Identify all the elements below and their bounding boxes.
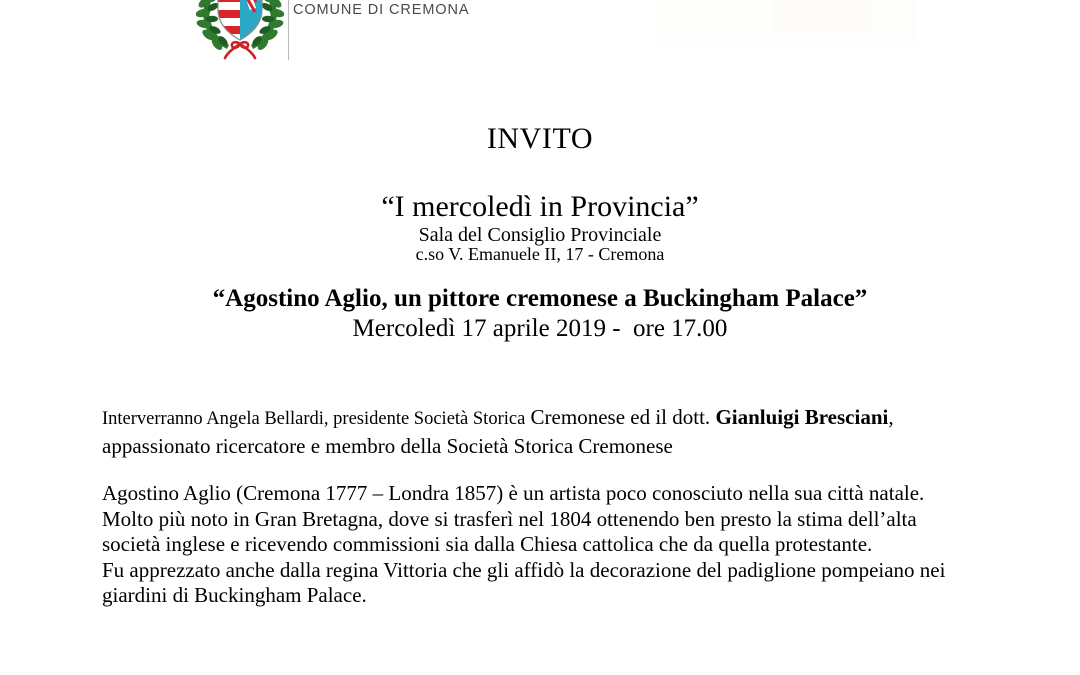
biography-line: Agostino Aglio (Cremona 1777 – Londra 1857) è un artista poco conosciuto nella sua città natale. xyxy=(102,481,925,505)
speakers-line-2: appassionato ricercatore e membro della Società Storica Cremonese xyxy=(102,434,673,458)
speakers-intro-continued: Cremonese ed il dott. xyxy=(525,405,716,429)
venue-hall: Sala del Consiglio Provinciale xyxy=(418,224,662,246)
event-title: “Agostino Aglio, un pittore cremonese a Buckingham Palace” xyxy=(212,285,868,312)
invito-heading: INVITO xyxy=(486,122,594,155)
biography-line: giardini di Buckingham Palace. xyxy=(102,583,367,607)
biography-paragraph xyxy=(102,481,997,609)
biography-line: Molto più noto in Gran Bretagna, dove si trasferì nel 1804 ottenendo ben presto la stima dell’alta xyxy=(102,506,917,531)
comune-di-cremona-crest xyxy=(196,0,284,62)
speakers-line-1 xyxy=(102,404,992,433)
series-title: “I mercoledì in Provincia” xyxy=(381,190,699,223)
speakers-after-name: , xyxy=(888,405,894,429)
letterhead xyxy=(0,0,1080,66)
biography-line: società inglese e ricevendo commissioni sia dalla Chiesa cattolica che da quella protestante. xyxy=(102,532,873,556)
secondary-logo-tint-left xyxy=(655,0,773,46)
letterhead-divider xyxy=(288,0,289,60)
event-date-time: Mercoledì 17 aprile 2019 - ore 17.00 xyxy=(352,315,728,342)
letterhead-municipality-name: COMUNE DI CREMONA xyxy=(293,2,470,18)
secondary-logo-placeholder xyxy=(655,0,917,46)
speakers-intro: Interverranno Angela Bellardi, presidente Società Storica xyxy=(102,409,526,429)
venue-address: c.so V. Emanuele II, 17 - Cremona xyxy=(415,244,665,264)
speakers-paragraph xyxy=(102,404,992,460)
biography-line: Fu apprezzato anche dalla regina Vittoria che gli affidò la decorazione del padiglione pompeiano nei xyxy=(102,557,946,582)
secondary-logo-tint-right xyxy=(773,0,873,32)
guest-speaker-name: Gianluigi Bresciani xyxy=(715,405,889,429)
